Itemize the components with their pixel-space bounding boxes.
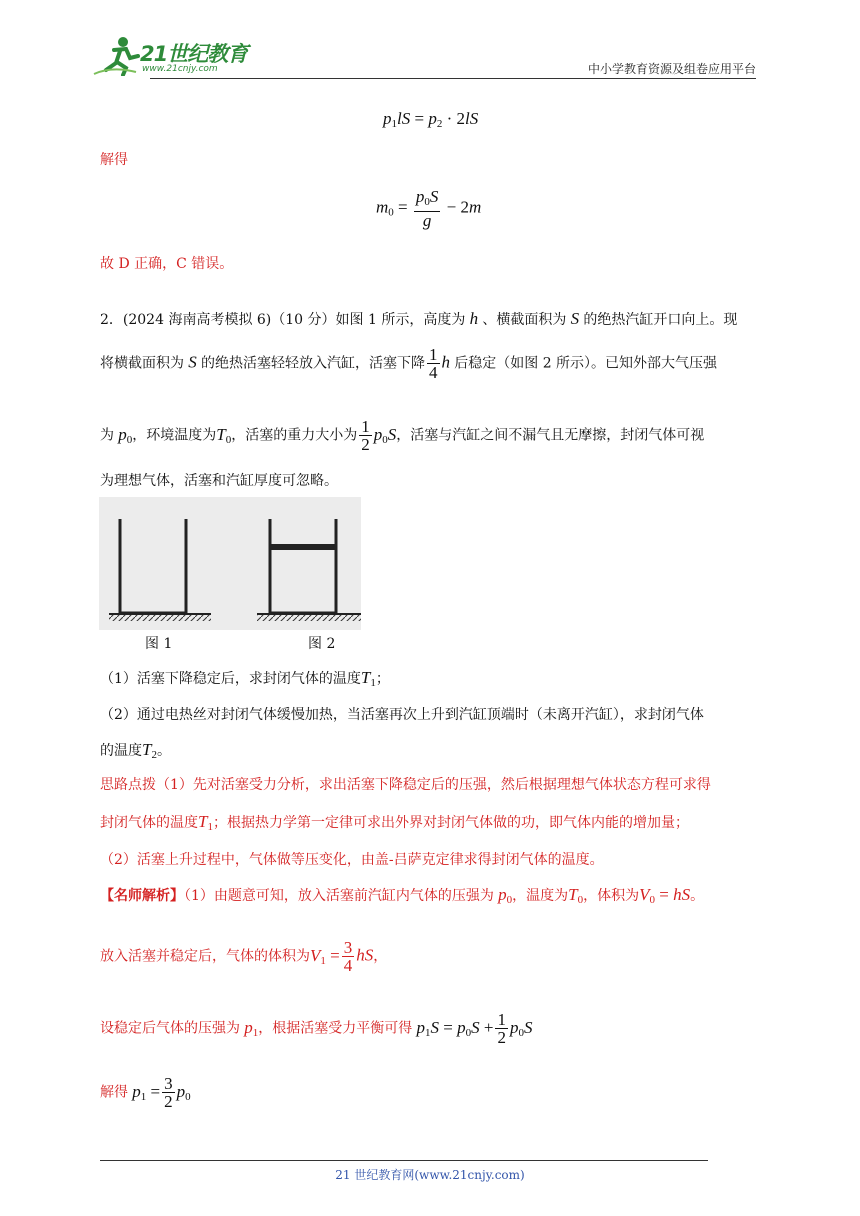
- question-line-1: 2．(2024 海南高考模拟 6)（10 分）如图 1 所示，高度为 h 、横截面积为 S 的绝热汽缸开口向上。现: [100, 309, 738, 328]
- cylinder-diagram-icon: [99, 497, 361, 630]
- header-rule: [150, 78, 756, 79]
- logo-url: www.21cnjy.com: [142, 64, 218, 74]
- question-line-2: 将横截面积为 S 的绝热活塞轻轻放入汽缸，活塞下降 $\frac{1}{4}$ h 后稳定（如图 2 所示）。已知外部大气压强: [100, 345, 718, 382]
- figure-1-label: 图 1: [145, 636, 173, 652]
- figure-2-label: 图 2: [308, 636, 336, 652]
- runner-logo-icon: [92, 36, 142, 76]
- subquestion-1: （1）活塞下降稳定后，求封闭气体的温度$T_1$；: [100, 668, 390, 689]
- question-line-3: 为 $p_0$，环境温度为$T_0$，活塞的重力大小为 $\frac{1}{2}$ $p_0S$，活塞与汽缸之间不漏气且无摩擦，封闭气体可视: [100, 417, 705, 454]
- subquestion-2-line-1: （2）通过电热丝对封闭气体缓慢加热，当活塞再次上升到汽缸顶端时（未离开汽缸），求封闭气体: [100, 707, 704, 723]
- equation-m0: $m_0$ = $\frac{p_0S}{g}$ − 2m: [376, 187, 482, 230]
- footer-rule: [100, 1160, 708, 1161]
- equation-p1lS: $p_1lS = p_2 \cdot 2lS$: [383, 109, 479, 130]
- header-right-text: 中小学教育资源及组卷应用平台: [587, 62, 756, 76]
- solution-line-4: 解得 $p_1$ = $\frac{3}{2}$ $p_0$: [100, 1074, 191, 1111]
- hint-line-1: 思路点拨（1）先对活塞受力分析，求出活塞下降稳定后的压强，然后根据理想气体状态方程可求得: [100, 777, 711, 793]
- solution-line-3: 设稳定后气体的压强为 $p_1$，根据活塞受力平衡可得 $p_1S = p_0S$ + $\frac{1}{2}$ $p_0S$: [100, 1010, 533, 1047]
- question-line-4: 为理想气体，活塞和汽缸厚度可忽略。: [100, 473, 338, 489]
- solution-tag: 【名师解析】: [100, 888, 184, 904]
- header-logo: [92, 36, 262, 80]
- hint-line-2: 封闭气体的温度$T_1$；根据热力学第一定律可求出外界对封闭气体做的功，即气体内能的增加量；: [100, 812, 689, 833]
- logo-title: 21世纪教育: [140, 42, 248, 66]
- solution-line-2: 放入活塞并稳定后，气体的体积为$V_1$ = $\frac{3}{4}$ hS，: [100, 938, 388, 975]
- footer-text: 21 世纪教育网(www.21cnjy.com): [335, 1168, 525, 1182]
- hint-line-3: （2）活塞上升过程中，气体做等压变化，由盖-吕萨克定律求得封闭气体的温度。: [100, 852, 604, 868]
- solution-line-1: 【名师解析】（1）由题意可知，放入活塞前汽缸内气体的压强为 $p_0$，温度为$T_0$，体积为$V_0$ = hS。: [100, 885, 705, 906]
- jiede-label: 解得: [100, 152, 128, 168]
- figure-cylinders: [99, 497, 361, 630]
- conclusion-text: 故 D 正确，C 错误。: [100, 256, 234, 272]
- subquestion-2-line-2: 的温度$T_2$。: [100, 740, 171, 761]
